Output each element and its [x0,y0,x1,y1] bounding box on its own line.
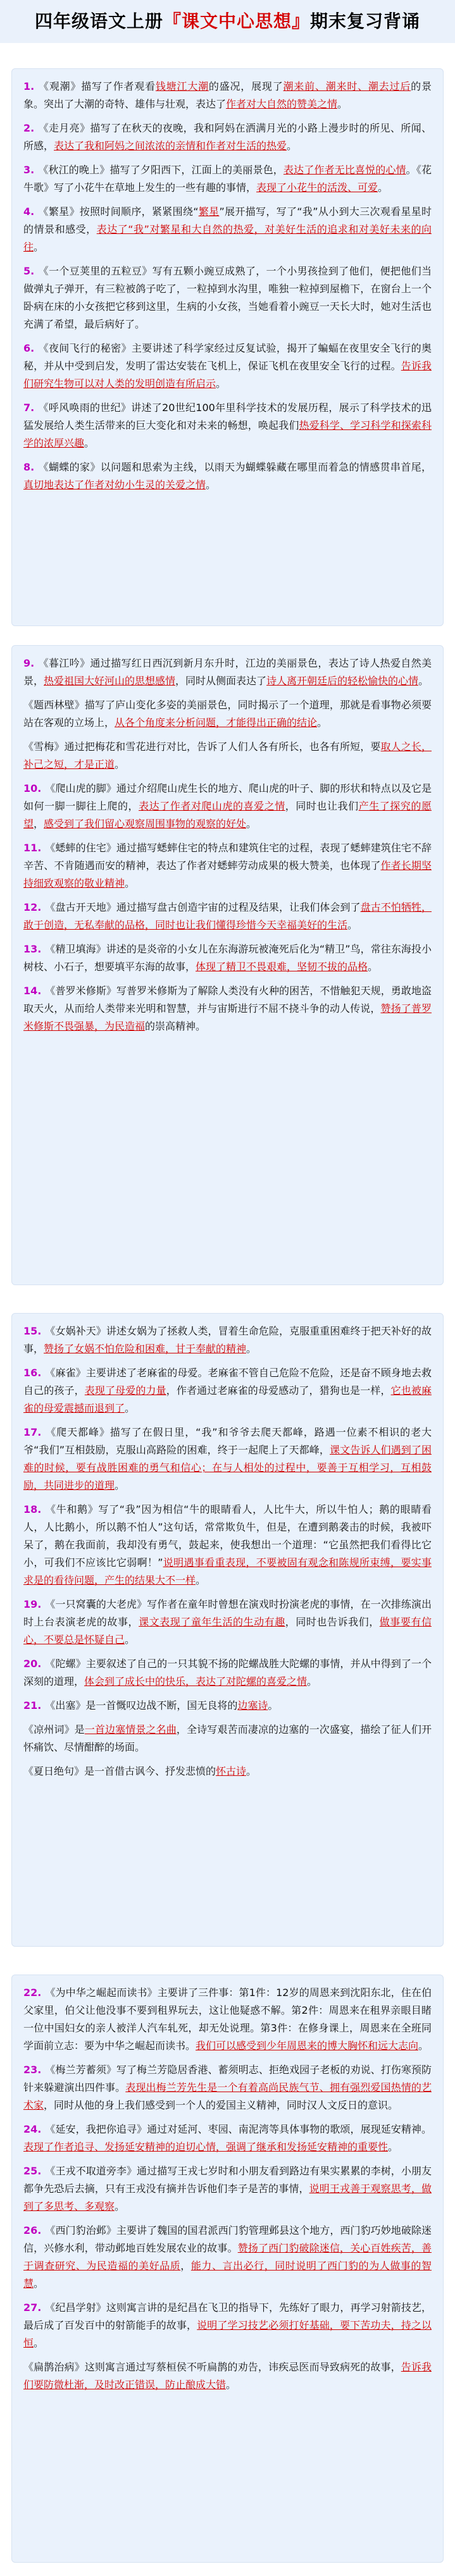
item-text: ，同时从侧面表达了 [175,675,267,687]
item-text: 。 [317,717,328,729]
item-text: 《繁星》按照时间顺序，紧紧围绕“ [38,206,199,218]
summary-item [23,2299,432,2352]
item-text: 《爬天都峰》描写了在假日里，“我”和爷爷去爬天都峰，路遇一位素不相识的老大爷“我们”互相鼓励，克服山高路险的困难，终于一起爬上了天都峰， [23,1426,432,1456]
item-number: 7. [23,402,35,414]
key-phrase: 体现了精卫不畏艰难，坚韧不拔的品格 [196,961,368,973]
item-text: 《一个豆荚里的五粒豆》写有五颗小豌豆成熟了，一个小男孩捡到了他们，便把他们当做弹丸子弹开，有三粒被鸽子吃了，一粒掉到水沟里，唯独一粒掉到屋檐下，在窗台上一个卧病在床的小女孩把它移到这里，生病的小女孩，当她看着小豌豆一天长大时，她对生活也充满了希望，最后病好了。 [23,265,432,330]
item-text: ，同时也告诉我们， [285,1616,380,1628]
item-text: 《西门豹治邺》主要讲了魏国的国君派西门豹管理邺县这个地方，西门豹巧妙地破除迷信，兴修水利，带动邺地百姓发展农业的故事。 [23,2224,432,2254]
key-phrase: 表达了我和阿妈之间浓浓的亲情和作者对生活的热爱 [54,140,287,152]
item-text: 《蝴蝶的家》以问题和思索为主线，以雨天为蝴蝶躲藏在哪里而着急的情感贯串首尾， [38,461,432,473]
key-phrase: 课文表现了童年生活的生动有趣 [139,1616,285,1628]
key-phrase: 表达了作者对爬山虎的喜爱之情 [139,800,285,812]
summary-item [23,1984,432,2055]
title-post: 期末复习背诵 [310,11,421,32]
summary-item [23,78,432,113]
item-text: 《呼风唤雨的世纪》讲述了20世纪100年里科学技术的发展历程，展示了科学技术的迅猛发展给人类生活带来的巨大变化和对未来的畅想，唤起我们 [23,402,432,431]
item-text: 。 [34,2277,44,2289]
item-text: 《夜间飞行的秘密》主要讲述了科学家经过反复试验，揭开了蝙蝠在夜里安全飞行的奥秘，并从中受到启发，发明了雷达安装在飞机上，保证飞机在夜里安全飞行的过程。 [23,342,432,372]
item-number: 16. [23,1367,42,1379]
key-phrase: 表达了“我”对繁星和大自然的热爱，对美好生活的追求和对美好未来的向往 [23,223,432,253]
page-title [0,0,455,43]
item-text: 。 [378,182,389,194]
summary-item [23,780,432,833]
item-text: 。 [268,1699,278,1711]
key-phrase: 从各个角度来分析问题，才能得出正确的结论 [115,717,318,729]
item-text: 《暮江吟》通过描写红日西沉到新月东升时，江边的美丽景色，表达了诗人热爱自然美景， [23,657,432,687]
summary-item [23,1721,432,1756]
summary-item [23,1424,432,1494]
item-text: 。 [347,919,358,931]
item-text: 的景象。突出了大潮的奇特、雄伟与壮观，表达了 [23,80,432,110]
key-phrase: 表现了小花牛的活泼、可爱 [256,182,378,194]
item-number: 13. [23,943,42,955]
item-text: ， [180,2260,191,2272]
item-text: 。 [226,2379,237,2391]
item-text: 《牛和鹅》写了“我”因为相信“牛的眼睛看人，人比牛大，所以牛怕人；鹅的眼睛看人，人比鹅小，所以鹅不怕人”这句话，常常欺负牛，但是，在遭到鹅袭击的时候，我被吓呆了，鹅在我面前，我却没有勇气，鼓起来，使我想出一个道理：“它虽然把我们看得比它小，可我们不应该比它弱啊！” [23,1503,432,1568]
item-text: 《麻雀》主要讲述了老麻雀的母爱。老麻雀不管自己危险不危险，还是奋不顾身地去救自己的孩子， [23,1367,432,1396]
summary-item [23,899,432,934]
item-number: 6. [23,342,35,354]
key-phrase: 作者对大自然的赞美之情 [226,98,338,110]
summary-item [23,1364,432,1417]
key-phrase: 盘古不怕牺牲，敢于创造，无私奉献的品格，同时也让我们懂得珍惜今天幸福美好的生活 [23,901,432,931]
item-text: 。 [418,675,429,687]
key-phrase: 说明了学习技艺必须打好基础，要下苦功夫，持之以恒 [23,2319,432,2349]
key-phrase: 一首边塞情景之名曲 [84,1723,177,1735]
item-text: 。 [418,2040,429,2052]
summary-item [23,399,432,452]
item-text: 《王戎不取道旁李》通过描写王戎七岁时和小朋友看到路边有果实累累的李树，小朋友都争先恐后去摘，只有王戎没有摘并告诉他们李子是苦的事情， [23,2165,432,2195]
item-text: ，全诗写艰苦而凄凉的边塞的一次盛宴，描绘了征人们开怀痛饮、尽情酣醉的场面。 [23,1723,432,1753]
item-text: 。 [34,241,44,253]
item-text: 。《花牛歌》写了小花牛在草地上发生的一些有趣的事情， [23,164,432,194]
summary-item [23,203,432,256]
key-phrase: 告诉我们要防微杜渐，及时改正错误，防止酿成大错 [23,2361,432,2391]
item-text: 《为中华之崛起而读书》主要讲了三件事：第1件：12岁的周恩来到沈阳东北，住在伯父家里，伯父让他没事不要到租界玩去，这让他疑惑不解。第2件：周恩来在租界亲眼目睹一位中国妇女的亲人被洋人汽车轧死，却无处说理。第3件：在修身课上，周恩来在全班同学面前立志：要为中华之崛起而读书。 [23,1987,432,2052]
summary-item [23,120,432,155]
item-text: 。 [216,378,227,390]
item-number: 14. [23,985,42,997]
item-number: 18. [23,1503,42,1515]
item-number: 12. [23,901,42,913]
item-number: 3. [23,164,35,176]
item-text: 《秋江的晚上》描写了夕阳西下，江面上的美丽景色， [38,164,284,176]
key-phrase: 赞扬了女娲不怕危险和困难，甘于奉献的精神 [44,1343,247,1355]
item-text: 《盘古开天地》通过描写盘古创造宇宙的过程及结果，让我们体会到了 [45,901,361,913]
item-text: 。 [84,437,95,449]
item-text: 。 [337,98,348,110]
item-text: 《爬山虎的脚》通过介绍爬山虎生长的地方、爬山虎的叶子、脚的形状和特点以及它是如何一脚一脚往上爬的， [23,782,432,812]
item-number: 2. [23,122,35,134]
key-phrase: 真切地表达了作者对幼小生灵的关爱之情 [23,479,206,491]
item-text: 。 [246,1343,257,1355]
key-phrase: 体会到了成长中的快乐，表达了对陀螺的喜爱之情 [84,1675,308,1687]
summary-item [23,1655,432,1691]
key-phrase: 潮来前、潮来时、潮去过后 [283,80,411,92]
summary-item [23,459,432,494]
item-text: 。 [115,2200,125,2212]
item-text: 。 [125,877,135,889]
item-text: 。 [125,1402,135,1414]
item-text: 。 [115,758,125,770]
key-phrase: 能力、言出必行，同时说明了西门豹的为人做事的智慧 [23,2260,432,2289]
key-phrase: 产生了探究的愿望 [23,800,432,830]
summary-item [23,2061,432,2114]
key-phrase: 热爱科学、学习科学和探索科学的浓厚兴趣 [23,419,432,449]
key-phrase: 表现了母爱的力量 [84,1384,166,1396]
item-text: 《一只窝囊的大老虎》写作者在童年时曾想在演戏时扮演老虎的事情，在一次排练演出时上台表演老虎的故事， [23,1598,432,1628]
review-card-2 [11,645,444,1285]
item-text: 。 [206,479,216,491]
item-text: 《陀螺》主要叙述了自己的一只其貌不扬的陀螺战胜大陀螺的事情，并从中得到了一个深刻的道理， [23,1658,432,1687]
summary-item [23,839,432,892]
item-text: 。 [115,1479,125,1491]
key-phrase: 表现了作者追寻、发扬延安精神的迫切心情，强调了继承和发扬延安精神的重要性 [23,2141,389,2153]
item-number: 22. [23,1987,42,1999]
item-number: 11. [23,842,42,854]
item-text: ， [34,818,44,830]
item-text: 。 [34,2337,44,2349]
item-text: 的崇高精神。 [145,1020,206,1032]
summary-item [23,340,432,393]
key-phrase: 边塞诗 [237,1699,268,1711]
title-highlight: 『课文中心思想』 [163,11,310,32]
key-phrase: 取人之长，补己之短，才是正道 [23,741,432,770]
key-phrase: 说明遇事看重表现，不要被固有观念和陈规所束缚，要实事求是的看待问题，产生的结果大不一样 [23,1556,432,1586]
item-text: ”展开描写，写了“我”从小到大三次观看星星时的情景和感受， [23,206,432,235]
summary-item [23,2162,432,2215]
item-text: 《观潮》描写了作者观看 [38,80,156,92]
summary-item [23,696,432,732]
key-phrase: 热爱祖国大好河山的思想感情 [44,675,176,687]
summary-item [23,738,432,773]
item-text: 。 [307,1675,318,1687]
item-text: 。 [246,1765,257,1777]
item-number: 10. [23,782,42,794]
item-text: 《雪梅》通过把梅花和雪花进行对比，告诉了人们人各有所长，也各有所短，要 [23,741,381,753]
summary-item [23,940,432,976]
item-text: 《题西林壁》描写了庐山变化多姿的美丽景色，同时揭示了一个道理，那就是看事物必须要站在客观的立场上， [23,699,432,729]
item-number: 15. [23,1325,42,1337]
summary-item [23,161,432,197]
item-text: 《延安，我把你追寻》通过对延河、枣园、南泥湾等具体事物的歌颂，展现延安精神。 [45,2123,432,2135]
key-phrase: 表达了作者无比喜悦的心情 [283,164,406,176]
review-card-1 [11,68,444,626]
key-phrase: 说明王戎善于观察思考，做到了多思考、多观察 [23,2183,432,2212]
key-phrase: 赞扬了西门豹破除迷信，关心百姓疾苦，善于调查研究、为民造福的美好品质 [23,2242,432,2272]
item-text: 《纪昌学射》这则寓言讲的是纪昌在飞卫的指导下，先练好了眼力，再学习射箭技艺，最后成了百发百中的射箭能手的故事， [23,2302,432,2331]
summary-item [23,1501,432,1589]
item-text: 。 [287,140,297,152]
key-phrase: 告诉我们研究生物可以对人类的发明创造有所启示 [23,360,432,390]
item-text: ，作者通过老麻雀的母爱感动了，猎狗也是一样， [166,1384,391,1396]
item-text: 《蟋蟀的住宅》通过描写蟋蟀住宅的特点和建筑住宅的过程，表现了蟋蟀建筑住宅不辞辛苦、不肯随遇而安的精神，表达了作者对蟋蟀劳动成果的极大赞美，也体现了 [23,842,432,872]
key-phrase: 表现出梅兰芳先生是一个有着高尚民族气节、拥有强烈爱国热情的艺术家 [23,2081,432,2111]
item-number: 23. [23,2064,42,2076]
key-phrase: 钱塘江大潮 [155,80,209,92]
summary-item [23,2358,432,2394]
key-phrase: 感受到了我们留心观察周围事物的观察的好处 [44,818,247,830]
summary-item [23,2121,432,2156]
item-number: 27. [23,2302,42,2314]
item-text: 。 [125,1634,135,1646]
item-text: 的盛况，展现了 [208,80,284,92]
item-text: 《夏日绝句》是一首借古讽今、抒发悲愤的 [23,1765,216,1777]
key-phrase: 赞扬了普罗米修斯不畏强暴，为民造福 [23,1002,432,1032]
item-number: 26. [23,2224,42,2236]
item-number: 25. [23,2165,42,2177]
item-text: 。 [368,961,378,973]
item-text: 。 [388,2141,399,2153]
key-phrase: 课文告诉人们遇到了困难的时候，要有战胜困难的勇气和信心；在与人相处的过程中，要善于互相学习，互相鼓励，共同进步的道理 [23,1444,432,1491]
review-card-3 [11,1313,444,1947]
summary-item [23,982,432,1035]
key-phrase: 做事要有信心，不要总是怀疑自己 [23,1616,432,1646]
summary-item [23,1596,432,1649]
item-number: 8. [23,461,35,473]
key-phrase: 怀古诗 [216,1765,247,1777]
summary-item [23,1322,432,1358]
summary-item [23,1763,432,1780]
item-text: 。 [246,818,257,830]
item-number: 19. [23,1598,42,1610]
summary-item [23,1697,432,1715]
key-phrase: 我们可以感受到少年周恩来的博大胸怀和远大志向 [196,2040,419,2052]
item-text: 《梅兰芳蓄须》写了梅兰芳隐居香港、蓄须明志、拒绝戏园子老板的劝说、打伤寒预防针来躲避演出四件事。 [23,2064,432,2093]
item-number: 1. [23,80,35,92]
key-phrase: 作者长期坚持细致观察的敬业精神 [23,860,432,889]
item-number: 24. [23,2123,42,2135]
item-number: 5. [23,265,35,277]
item-text: ，同时从他的身上我们感受到一个人的爱国主义精神，同时汉人文反日的意识。 [44,2099,399,2111]
item-text: 。 [196,1574,206,1586]
item-text: ，同时也让我们 [285,800,359,812]
item-text: 《精卫填海》讲述的是炎帝的小女儿在东海游玩被淹死后化为“精卫”鸟，常往东海投小树枝、小石子，想要填平东海的故事， [23,943,432,973]
key-phrase: 繁星 [198,206,220,218]
summary-item [23,655,432,690]
review-card-4 [11,1975,444,2563]
title-pre: 四年级语文上册 [34,11,163,32]
item-text: 《凉州词》是 [23,1723,85,1735]
item-text: 《扁鹊治病》这则寓言通过写蔡桓侯不听扁鹊的劝告，讳疾忌医而导致病死的故事， [23,2361,401,2373]
item-text: 《女娲补天》讲述女娲为了拯救人类，冒着生命危险，克服重重困难终于把天补好的故事， [23,1325,432,1355]
item-number: 9. [23,657,35,669]
key-phrase: 诗人离开朝廷后的轻松愉快的心情 [266,675,419,687]
item-number: 21. [23,1699,42,1711]
key-phrase: 它也被麻雀的母爱震撼而退到了 [23,1384,432,1414]
item-number: 17. [23,1426,42,1438]
item-number: 20. [23,1658,42,1670]
item-text: 《普罗米修斯》写普罗米修斯为了解除人类没有火种的困苦，不惜触犯天规，勇敢地盗取天火，从而给人类带来光明和智慧，并与宙斯进行不屈不挠斗争的动人传说， [23,985,432,1014]
item-text: 《出塞》是一首慨叹边战不断，国无良将的 [45,1699,238,1711]
item-number: 4. [23,206,35,218]
summary-item [23,2222,432,2293]
item-text: 《走月亮》描写了在秋天的夜晚，我和阿妈在洒满月光的小路上漫步时的所见、所闻、所感， [23,122,432,152]
summary-item [23,262,432,333]
